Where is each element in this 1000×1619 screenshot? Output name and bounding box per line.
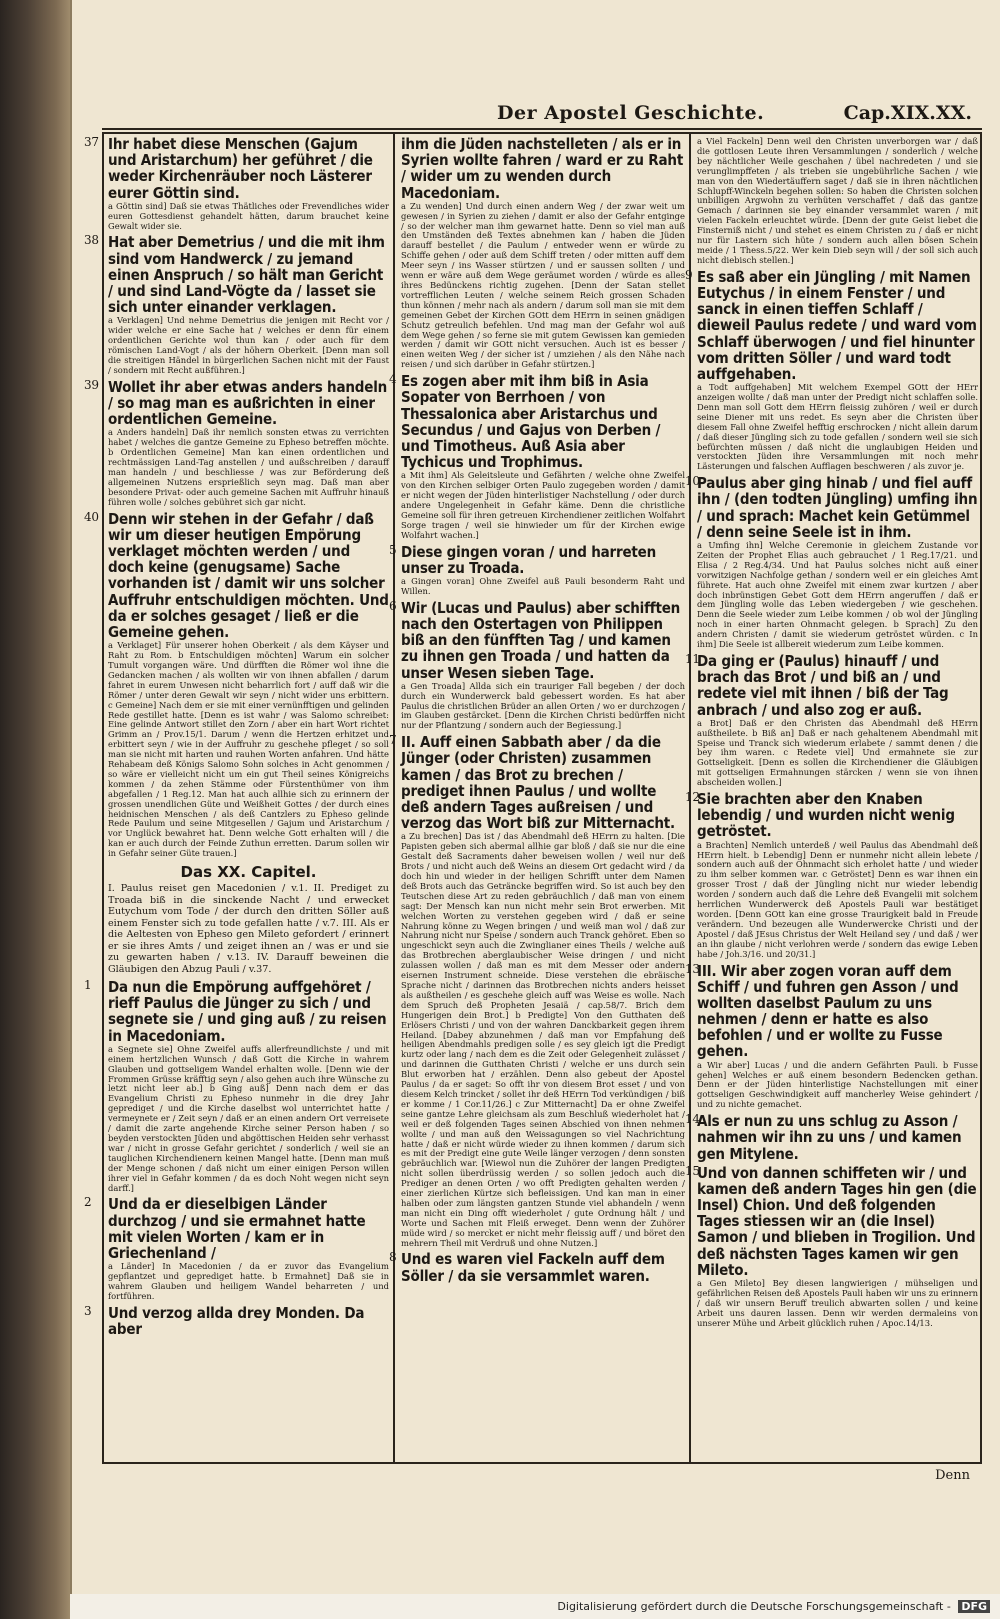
- verse-body: Da nun die Empörung auffgehöret / rieff Paulus die Jünger zu sich / und segnete sie / und ging auß / zu reisen in Macedoniam.: [108, 978, 387, 1045]
- verse-body: Da ging er (Paulus) hinauff / und brach das Brot / und biß an / und redete viel mit ihnen / biß der Tag anbrach / und also zog er auß.: [697, 651, 949, 719]
- verse-text: [685, 1163, 978, 1279]
- verse-body: Und es waren viel Fackeln auff dem Söller / da sie versammlet waren.: [401, 1250, 665, 1285]
- chapter-block: [108, 863, 389, 975]
- commentary-gloss: a Gingen voran] Ohne Zweifel auß Pauli besonderm Raht und Willen.: [401, 576, 685, 596]
- verse-number: 12: [685, 790, 700, 805]
- verse-number: 5: [389, 542, 397, 557]
- verse-body: Und verzog allda drey Monden. Da aber: [108, 1303, 365, 1338]
- verse-number: 9: [685, 267, 693, 282]
- dfg-logo: DFG: [958, 1600, 990, 1613]
- verse-body: Es zogen aber mit ihm biß in Asia Sopater von Berrhoen / von Thessalonica aber Aristarchus und Secundus / und Gajus von Derben / und Timotheus. Auß Asia aber Tychicus und Trophimus.: [401, 372, 661, 472]
- verse-text: [84, 509, 389, 641]
- verse-block: [685, 961, 978, 1111]
- verse-text: [84, 233, 389, 317]
- verse-text: [84, 1195, 389, 1262]
- verse-text: [685, 961, 978, 1061]
- verse-number: 39: [84, 377, 99, 392]
- verse-number: 3: [84, 1303, 92, 1318]
- verse-text: [84, 377, 389, 429]
- commentary-gloss: a Todt auffgehaben] Mit welchem Exempel GOtt der HErr anzeigen wollte / daß man unter der Predigt nicht schlaffen solle. Denn man soll Gott dem HErrn fleissig zuhören / weil er durch seine Diener mit uns redet. Es seyn aber die Christen über diesem Fall ohne Zweifel hefftig erschrocken / nicht allein darum / daß dieser Jüngling sich zu tode gefallen / sondern weil sie sich befürchten müssen / daß nicht die unglaubigen Heiden und verstockten Jüden ihre Versammlungen mit noch mehr Lästerungen und falschen Aufflagen beschweren / als zuvor je.: [697, 382, 978, 472]
- verse-number: 15: [685, 1163, 700, 1178]
- verse-block: [389, 372, 685, 540]
- running-title: Der Apostel Geschichte.: [497, 102, 765, 124]
- verse-number: 40: [84, 509, 99, 524]
- verse-block: [84, 377, 389, 508]
- column-left: [84, 134, 395, 1462]
- verse-text: [389, 733, 685, 833]
- verse-block: [84, 135, 389, 231]
- verse-body: Ihr habet diese Menschen (Gajum und Aristarchum) her geführet / die weder Kirchenräuber noch Lästerer eurer Göttin sind.: [108, 135, 373, 202]
- verse-body: ihm die Jüden nachstelleten / als er in Syrien wollte fahren / ward er zu Raht / wider um zu wenden durch Macedoniam.: [401, 135, 684, 202]
- verse-body: Paulus aber ging hinab / und fiel auff ihn / (den todten Jüngling) umfing ihn / und sprach: Machet kein Getümmel / denn seine Seele ist in ihm.: [697, 474, 978, 541]
- verse-text: [389, 372, 685, 472]
- chapter-heading: Das XX. Capitel.: [180, 863, 317, 882]
- commentary-gloss: a Umfing ihn] Welche Ceremonie in gleichem Zustande vor Zeiten der Prophet Elias auch gebrauchet / 1 Reg.17/21. und Elisa / 2 Reg.4/34. Und hat Paulus solches nicht auß einer vorwitzigen Nachfolge gethan / sondern weil er ein gleiches Amt führete. Hat auch ohne Zweifel mit einem zwar kurtzen / aber doch inbrünstigen Gebet Gott dem HErrn angeruffen / daß er dem Jüngling wolle das Leben wiedergeben / wie geschehen. Denn die Seele wieder zum Leibe kommen / ob wol der Jüngling noch in einer harten Ohnmacht gelegen. b Sprach] Zu den andern Christen / damit sie wiederum getröstet würden. c In ihm] Die Seele ist allbereit wiederum zum Leibe kommen.: [697, 540, 978, 650]
- commentary-gloss: a Verklaget] Für unserer hohen Oberkeit / als dem Käyser und Raht zu Rom. b Entschuldigen möchten] Warum ein solcher Tumult vorgangen wäre. Und dürfften die Römer wol ihne die Gedancken machen / als wollten wir von ihnen abfallen / darum fahret in eurem Unwesen nicht beharrlich fort / auff daß wir die Römer / unter deren Gewalt wir seyn / nicht wider uns erbittern. c Gemeine] Nach dem er sie mit einer vernünfftigen und gelinden Rede gestillet hatte. [Denn es ist wahr / was Salomo schreibet: Eine gelinde Antwort stillet den Zorn / aber ein hart Wort richtet Grimm an / Prov.15/1. Darum / wenn die Hertzen erhitzet und erbittert seyn / wie in der Auffruhr zu geschehe pfleget / so soll man sie nicht mit harten und rauhen Worten anfahren. Und hätte Rehabeam deß Königs Salomo Sohn solches in Acht genommen / so wäre er vielleicht nicht um ein gut Theil seines Königreichs kommen / da zehen Stämme oder Fürstenthümer von ihm abgefallen / 1 Reg.12. Man hat auch allhie sich zu erinnern der grossen unendlichen Güte und Weißheit Gottes / der durch eines heidnischen Menschen / als deß Cantzlers zu Epheso gelinde Rede Paulum und seine Mitgesellen / Gajum und Aristarchum / vor Unglück bewahret hat. Denn welche Gott erhalten will / die kan er auch durch der Feinde Zuthun erretten. Darum sollen wir in Gefahr seiner Güte trauen.]: [108, 640, 389, 859]
- verse-text: [389, 542, 685, 577]
- verse-number: 11: [685, 651, 700, 666]
- commentary-gloss: a Länder] In Macedonien / da er zuvor das Evangelium gepflantzet und geprediget hatte. b Ermahnet] Daß sie in wahrem Glauben und heiligem Wandel beharreten / und fortführen.: [108, 1261, 389, 1301]
- verse-number: 7: [389, 733, 397, 748]
- verse-text: [84, 135, 389, 202]
- verse-block: [389, 598, 685, 731]
- verse-block: [84, 978, 389, 1193]
- verse-number: 2: [84, 1195, 92, 1210]
- verse-text: [685, 267, 978, 383]
- column-right: [685, 134, 982, 1462]
- verse-block: [685, 267, 978, 472]
- verse-text: [389, 1250, 685, 1285]
- verse-number: 4: [389, 372, 397, 387]
- verse-text: [389, 598, 685, 682]
- verse-text: [84, 1303, 389, 1338]
- verse-number: 10: [685, 474, 700, 489]
- verse-number: 8: [389, 1250, 397, 1265]
- verse-block: [685, 474, 978, 650]
- commentary-gloss: a Brachten] Nemlich unterdeß / weil Paulus das Abendmahl deß HErrn hielt. b Lebendig] Denn er nunmehr nicht allein lebete / sondern auch auß der Ohnmacht sich erholet hatte / und wieder zu ihm selber kommen war. c Getröstet] Denn es war ihnen ein grosser Trost / daß der Jüngling nicht nur wieder lebendig worden / sondern auch daß die Lehre deß Evangelii mit solchem herrlichen Wunderwerck deß Apostels Pauli war bestätiget worden. [Denn GOtt kan eine grosse Traurigkeit bald in Freude verändern. Und bezeugen alle Wunderwercke Christi und der Apostel / daß JEsus Christus der Welt Heiland sey / und daß / wer an ihn glaube / nicht verlohren werde / sondern das ewige Leben habe / Joh.3/16. und 20/31.]: [697, 839, 978, 959]
- footer-text: Digitalisierung gefördert durch die Deutsche Forschungsgemeinschaft -: [557, 1600, 951, 1613]
- verse-block: [389, 733, 685, 1248]
- verse-number: 6: [389, 598, 397, 613]
- commentary-gloss: a Zu wenden] Und durch einen andern Weg / der zwar weit um gewesen / in Syrien zu ziehen / damit er also der Gefahr entginge / so der welcher man ihm gewarnet hatte. Denn so viel man auß den Umständen deß Textes abnehmen kan / haben die Jüden darauff bestellet / die Paulum / entweder wenn er würde zu Schiffe gehen / oder auß dem Schiff treten / oder mitten auff dem Meer seyn / ins Wasser stürtzen / und er saussen sollten / und wenn er wäre auß dem Wege geräumet worden / würde es alles ihres Bedünckens richtig zugehen. [Denn der Satan stellet vortrefflichen Leuten / welche seinem Reich grossen Schaden thun können / mehr nach als andern / darum soll man sie mit dem gemeinen Gebet der Kirchen GOtt dem HErrn in seinen gnädigen Schutz getreulich befehlen. Und mag man der Gefahr wol auß dem Wege gehen / so ferne sie mit gutem Gewissen kan gemieden werden / damit wir GOtt nicht versuchen. Auch ist es besser / einen weiten Weg / der sicher ist / umziehen / als den Nähe nach reisen / und sich darüber in Gefahr stürtzen.]: [401, 200, 685, 370]
- verse-number: 14: [685, 1112, 700, 1127]
- verse-text: [685, 1112, 978, 1163]
- commentary-gloss: a Zu brechen] Das ist / das Abendmahl deß HErrn zu halten. [Die Papisten geben sich abermal allhie gar bloß / daß sie nur die eine Gestalt deß Sacraments daher beweisen wollen / weil nur deß Brots / und nicht auch deß Weins an diesem Ort gedacht wird / da doch hin und wieder in der heiligen Schrifft unter dem Namen deß Brots auch das Geträncke begriffen wird. So ist auch bey den Teutschen diese Art zu reden gebräuchlich / daß man von einem sagt: Der Mensch kan nun nicht mehr sein Brot erwerben. Mit welchen Worten zu verstehen gegeben wird / daß er seine Nahrung könne zu Wegen bringen / und weiß man wol / daß zur Nahrung nicht nur Speise / sondern auch Tranck gehöret. Eben so ungeschickt seyn auch die Zwinglianer eines Theils / welche auß das Brotbrechen aberglaubischer Weise dringen / und nicht zulassen wollen / daß man es mit dem Messer oder andern eisernen Instrument schneide. Diese verstehen die ebräische Sprache nicht / darinnen das Brotbrechen nichts anders heisset als außtheilen / es geschehe gleich auff was Weise es wolle. Nach dem Spruch deß Propheten Jesaiä / cap.58/7. Brich dem Hungerigen dein Brot.] b Predigte] Von den Gutthaten deß Erlösers Christi / und von der wahren Danckbarkeit gegen ihrem Heiland. [Dabey abzunehmen / daß man vor Empfahung deß heiligen Abendmahls predigen solle / es sey gleich igt die Predigt kurtz oder lang / nach dem es die Zeit oder Gelegenheit zulässet / und darinnen die Gutthaten Christi / welche er uns durch sein Blut erworben hat / erzählen. Denn also gebeut der Apostel Paulus / da er saget: So offt ihr von diesem Brot esset / und von diesem Kelch trincket / sollet ihr deß HErrn Tod verkündigen / biß er komme / 1 Cor.11/26.] c Zur Mitternacht] Da er ohne Zweifel seine gantze Lehre gleichsam als zum Beschluß wiederholet hat / weil er deß folgenden Tages seinen Abschied von ihnen nehmen wollte / und man auß den Weissagungen so viel Nachrichtung hatte / daß er nicht würde wieder zu ihnen kommen / darum sich es mit der Predigt eine gute Weile länger verzogen / denn sonsten gebräuchlich war. [Wiewol nun die Zuhörer der langen Predigten nicht sollen überdrüssig werden / so sollen jedoch auch die Prediger an denen Orten / wo offt Predigten gehalten werden / einer zierlichen Kürtze sich befleissigen. Und kan man in einer halben oder zum längsten gantzen Stunde viel abhandeln / wenn man nicht ein Ding offt wiederholet / gute Ordnung hält / und Worte und Sachen mit Fleiß erweget. Denn wenn der Zuhörer müde wird / so mercket er nicht mehr fleissig auff / und böret den mehrern Theil mit Verdruß und ohne Nutzen.]: [401, 831, 685, 1248]
- commentary-gloss: a Göttin sind] Daß sie etwas Thätliches oder Frevendliches wider euren Gottesdienst gehandelt hätten, darum brauchet keine Gewalt wider sie.: [108, 200, 389, 231]
- verse-body: II. Auff einen Sabbath aber / da die Jünger (oder Christen) zusammen kamen / das Brot zu brechen / prediget ihnen Paulus / und wollte deß andern Tages außreisen / und verzog das Wort biß zur Mitternacht.: [401, 733, 675, 833]
- verse-number: 1: [84, 978, 92, 993]
- verse-text: [685, 651, 978, 719]
- verse-block: [685, 790, 978, 959]
- verse-text: [685, 474, 978, 541]
- verse-block: [84, 233, 389, 375]
- verse-body: III. Wir aber zogen voran auff dem Schiff / und fuhren gen Asson / und wollten daselbst Paulum zu uns nehmen / denn er hatte es also befohlen / und er wollte zu Fusse gehen.: [697, 961, 959, 1061]
- digitization-footer: [70, 1594, 1000, 1619]
- chapter-summary: I. Paulus reiset gen Macedonien / v.1. II. Prediget zu Troada biß in die sinckende Nacht / und erwecket Eutychum vom Tode / der durch den dritten Söller auß einem Fenster sich zu tode gefallen hatte / v.7. III. Als er die Aeltesten von Epheso gen Mileto gefordert / erinnert er sie ihres Amts / und zeiget ihnen an / was er und sie zu gewarten haben / v.13. IV. Darauff beweinen die Gläubigen den Abzug Pauli / v.37.: [108, 883, 389, 975]
- commentary-gloss: a Mit ihm] Als Geleitsleute und Gefährten / welche ohne Zweifel von den Kirchen selbiger Orten Paulo zugegeben worden / damit er nicht wegen der Jüden hinterlistiger Nachstellung / oder durch andere Ungelegenheit in Gefahr käme. Denn die christliche Gemeine soll für ihren getreuen Kirchendiener zeitlichen Wolfahrt Sorge tragen / weil sie hinwieder um für der Kirchen ewige Wolfahrt wachen.]: [401, 470, 685, 540]
- verse-body: Denn wir stehen in der Gefahr / daß wir um dieser heutigen Empörung verklaget möchten werden / und doch keine (genugsame) Sache vorhanden ist / damit wir uns solcher Auffruhr entschuldigen möchten. Und da er solches gesaget / ließ er die Gemeine gehen.: [108, 509, 389, 641]
- verse-block: [685, 1163, 978, 1329]
- page-header: [102, 100, 982, 130]
- verse-body: Als er nun zu uns schlug zu Asson / nahmen wir ihn zu uns / und kamen gen Mitylene.: [697, 1112, 962, 1163]
- verse-body: Hat aber Demetrius / und die mit ihm sind vom Handwerck / zu jemand einen Anspruch / so hält man Gericht / und sind Land-Vögte da / lasset sie sich unter einander verklagen.: [108, 233, 385, 317]
- verse-body: Wollet ihr aber etwas anders handeln / so mag man es außrichten in einer ordentlichen Gemeine.: [108, 377, 388, 429]
- verse-block: [401, 136, 685, 370]
- commentary-gloss: a Brot] Daß er den Christen das Abendmahl deß HErrn außtheilete. b Biß an] Daß er nach gehaltenem Abendmahl mit Speise und Tranck sich wiederum erlabete / sammt denen / die bey ihm waren. c Redete viel] Und ermahnete sie zur Gottseligkeit. [Denn es sollen die Kirchendiener die Gläubigen mit gottseligen Ermahnungen stärcken / wenn sie von ihnen abscheiden wollen.]: [697, 717, 978, 788]
- commentary-gloss: a Gen Troada] Allda sich ein trauriger Fall begeben / der doch durch ein Wunderwerck bald gebessert worden. Es hat aber Paulus die christlichen Brüder an allen Orten / wo er durchzogen / im Glauben gestärcket. [Denn die Kirchen Christi bedürffen nicht nur der Pflantzung / sondern auch der Begiessung.]: [401, 680, 685, 731]
- commentary-gloss: a Wir aber] Lucas / und die andern Gefährten Pauli. b Fusse gehen] Welches er auß einem besondern Bedencken gethan. Denn er der Jüden hinterlistige Nachstellungen mit einer gottseligen Geschwindigkeit auff mancherley Weise gehindert / und zu nichte gemachet.: [697, 1059, 978, 1110]
- commentary-gloss: a Segnete sie] Ohne Zweifel auffs allerfreundlichste / und mit einem hertzlichen Wunsch / daß Gott die Kirche in wahrem Glauben und gottseligem Wandel erhalten wolle. [Denn wie der Frommen Grüsse kräfftig seyn / also gehen auch ihre Wünsche zu letzt nicht leer ab.] b Ging auß] Denn nach dem er das Evangelium Christi zu Epheso nunmehr in die drey Jahr geprediget / und die Kirche daselbst wol unterrichtet hatte / vermeynete er / Zeit seyn / daß er an einen andern Ort verreisete / damit die zarte angehende Kirche seiner Person haben / so beyden verstockten Jüden und abgöttischen Heiden sehr verhasst war / nicht in grosse Gefahr gerichtet / sonderlich / weil sie an tauglichen Kirchendienern keinen Mangel hatte. [Denn man muß der Menge schonen / daß nicht um einer einigen Person willen ihrer viel in Gefahr kommen / da es doch Noht wegen nicht seyn darff.]: [108, 1043, 389, 1193]
- commentary-gloss: a Anders handeln] Daß ihr nemlich sonsten etwas zu verrichten habet / welches die gantze Gemeine zu Epheso betreffen möchte. b Ordentlichen Gemeine] Man kan einen ordentlichen und rechtmässigen Land-Tag anstellen / und außschreiben / darauff man handeln / und beschliesse / was zur Beförderung deß allgemeinen Nutzens ersprießlich seyn mag. Daß man aber besondere Privat- oder auch gemeine Sachen mit Auffruhr hinauß führen wolle / solches gebühret sich gar nicht.: [108, 427, 389, 507]
- book-binding-edge: [0, 0, 80, 1619]
- verse-number: 37: [84, 135, 99, 149]
- commentary-gloss: a Gen Mileto] Bey diesen langwierigen / mühseligen und gefährlichen Reisen deß Apostels Pauli haben wir uns zu erinnern / daß wir unsern Beruff treulich abwarten sollen / und keine Arbeit uns dauren lassen. Denn wir werden dermaleins von unserer Mühe und Arbeit glücklich ruhen / Apoc.14/13.: [697, 1278, 978, 1328]
- verse-text: [84, 978, 389, 1045]
- verse-body: Es saß aber ein Jüngling / mit Namen Eutychus / in einem Fenster / und sanck in einen tieffen Schlaff / dieweil Paulus redete / und ward vom Schlaff überwogen / und fiel hinunter vom dritten Söller / und ward todt auffgehaben.: [697, 267, 977, 383]
- verse-block: [84, 1303, 389, 1338]
- commentary-gloss: a Viel Fackeln] Denn weil den Christen unverborgen war / daß die gottlosen Leute ihren Versammlungen / sonderlich / welche bey nächtlicher Weile geschahen / übel nachredeten / und sie verunglimpffeten / als trieben sie ungebührliche Sachen / wie man von den Wiedertäuffern saget / daß sie in ihren nächtlichen Schlupff-Winckeln begehen sollen: So haben die Christen solchen unbilligen Argwohn zu verhüten verschaffet / daß das gantze Gemach / darinnen sie bey einander versammlet waren / mit vielen Fackeln erleuchtet würde. [Denn der gute Geist liebet die Finsterniß nicht / und stehet es einem Christen zu / daß er nicht nur für Lastern sich hüte / sondern auch allen bösen Schein meide / 1 Thess.5/22. Wer kein Dieb seyn will / der soll sich auch nicht diebisch stellen.]: [697, 136, 978, 265]
- verse-number: 38: [84, 233, 99, 248]
- catchword: Denn: [935, 1468, 970, 1483]
- verse-text: [401, 136, 685, 201]
- chapter-label: Cap.XIX.XX.: [843, 102, 972, 124]
- verse-block: [685, 651, 978, 788]
- verse-block: [389, 542, 685, 597]
- verse-body: Und von dannen schiffeten wir / und kamen deß andern Tages hin gen (die Insel) Chion. Und deß folgenden Tages stiessen wir an (die Insel) Samon / und blieben in Trogilion. Und deß nächsten Tages kamen wir gen Mileto.: [697, 1163, 977, 1279]
- verse-body: Und da er dieselbigen Länder durchzog / und sie ermahnet hatte mit vielen Worten / kam er in Griechenland /: [108, 1195, 366, 1262]
- verse-block: [697, 137, 978, 266]
- text-frame: [84, 132, 982, 1464]
- verse-block: [389, 1250, 685, 1285]
- verse-block: [685, 1112, 978, 1163]
- book-page: [70, 0, 1000, 1619]
- verse-body: Wir (Lucas und Paulus) aber schifften nach den Ostertagen von Philippen biß an den fünfften Tag / und kamen zu ihnen gen Troada / und hatten da unser Wesen sieben Tage.: [401, 598, 681, 682]
- verse-text: [685, 790, 978, 841]
- verse-block: [84, 509, 389, 859]
- commentary-gloss: a Verklagen] Und nehme Demetrius die jenigen mit Recht vor / wider welche er eine Sache hat / welches er denn für einem ordentlichen Gerichte wol thun kan / oder auch für dem römischen Land-Vogt / als der höhern Oberkeit. [Denn man soll die streitigen Händel in bürgerlichen Sachen nicht mit der Faust / sondern mit Recht außführen.]: [108, 315, 389, 375]
- verse-number: 13: [685, 961, 700, 976]
- verse-body: Sie brachten aber den Knaben lebendig / und wurden nicht wenig getröstet.: [697, 790, 955, 841]
- verse-body: Diese gingen voran / und harreten unser zu Troada.: [401, 542, 657, 577]
- column-middle: [389, 134, 691, 1462]
- verse-block: [84, 1195, 389, 1301]
